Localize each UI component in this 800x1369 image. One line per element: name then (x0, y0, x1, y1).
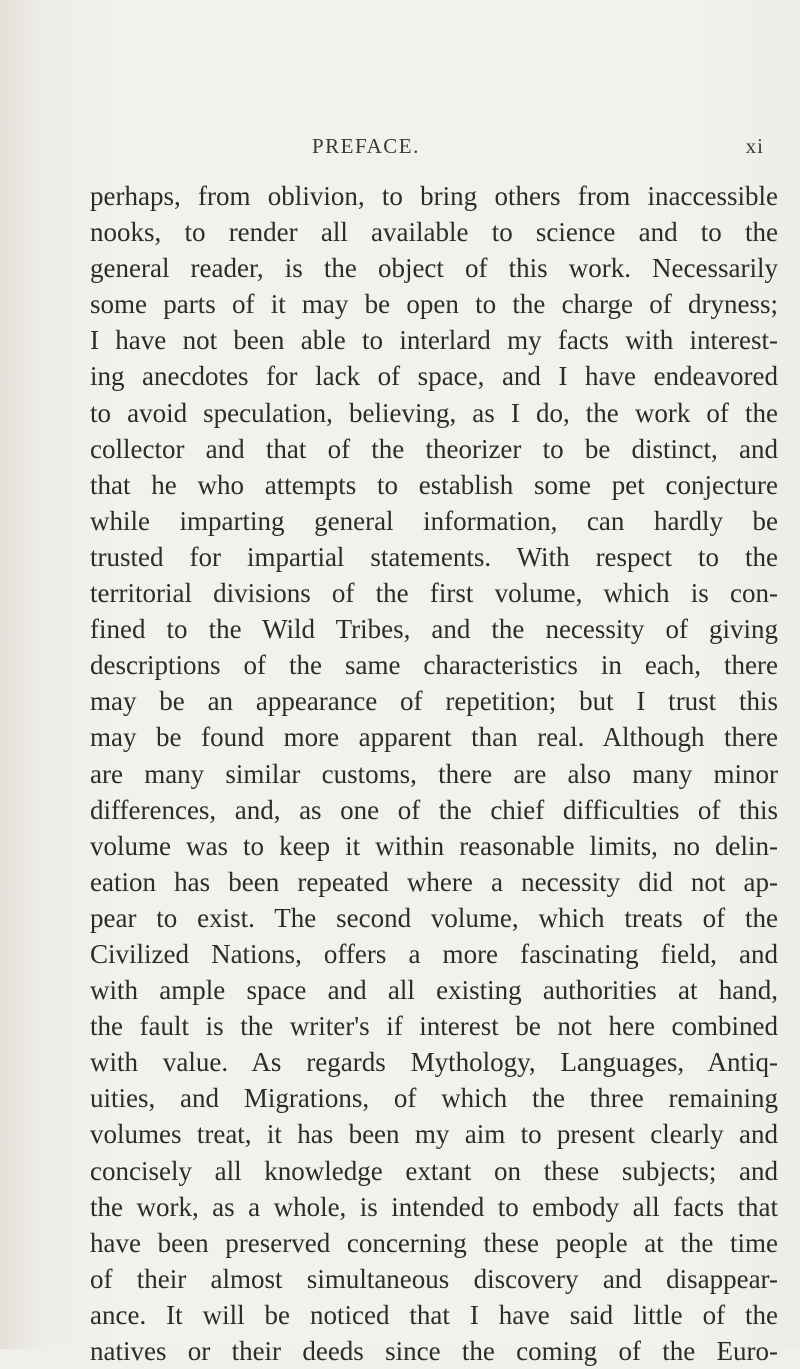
text-line: descriptions of the same characteristics in each, there (90, 650, 778, 681)
text-line: nooks, to render all available to science and to the (90, 217, 778, 248)
page-header (312, 134, 764, 162)
text-line: the fault is the writer's if interest be not here combined (90, 1011, 778, 1042)
text-line: collector and that of the theorizer to be distinct, and (90, 433, 778, 464)
text-line: some parts of it may be open to the charge of dryness; (90, 289, 778, 320)
body-text (90, 178, 778, 1369)
text-line: perhaps, from oblivion, to bring others from inaccessible (90, 181, 778, 211)
text-line: may be an appearance of repetition; but I trust this (90, 686, 778, 717)
text-line: volume was to keep it within reasonable limits, no delin- (90, 830, 778, 861)
text-line: Civilized Nations, offers a more fascinating field, and (90, 938, 778, 969)
text-line: with ample space and all existing authorities at hand, (90, 975, 778, 1006)
text-line: to avoid speculation, believing, as I do, the work of the (90, 397, 778, 428)
text-line: ing anecdotes for lack of space, and I have endeavored (90, 361, 778, 392)
text-line: territorial divisions of the first volume, which is con- (90, 578, 778, 609)
text-line: ance. It will be noticed that I have said little of the (90, 1299, 778, 1330)
text-line: trusted for impartial statements. With respect to the (90, 541, 778, 572)
text-line: pear to exist. The second volume, which treats of the (90, 902, 778, 933)
page-number: xi (745, 134, 764, 158)
text-line: eation has been repeated where a necessity did not ap- (90, 866, 778, 897)
text-line: while imparting general information, can hardly be (90, 505, 778, 536)
text-line: have been preserved concerning these people at the time (90, 1227, 778, 1258)
text-line: uities, and Migrations, of which the three remaining (90, 1083, 778, 1114)
text-line: natives or their deeds since the coming of the Euro- (90, 1336, 778, 1366)
text-line: may be found more apparent than real. Although there (90, 722, 778, 753)
text-line: that he who attempts to establish some pet conjecture (90, 469, 778, 500)
text-line: the work, as a whole, is intended to embody all facts that (90, 1191, 778, 1222)
text-line: volumes treat, it has been my aim to present clearly and (90, 1119, 778, 1150)
text-line: with value. As regards Mythology, Languages, Antiq- (90, 1047, 778, 1078)
text-line: of their almost simultaneous discovery and disappear- (90, 1263, 778, 1294)
text-line: concisely all knowledge extant on these subjects; and (90, 1155, 778, 1186)
text-line: differences, and, as one of the chief difficulties of this (90, 794, 778, 825)
text-line: general reader, is the object of this work. Necessarily (90, 253, 778, 284)
text-line: I have not been able to interlard my facts with interest- (90, 325, 778, 356)
running-head: PREFACE. (312, 134, 420, 158)
text-line: are many similar customs, there are also many minor (90, 758, 778, 789)
text-line: fined to the Wild Tribes, and the necessity of giving (90, 614, 778, 645)
